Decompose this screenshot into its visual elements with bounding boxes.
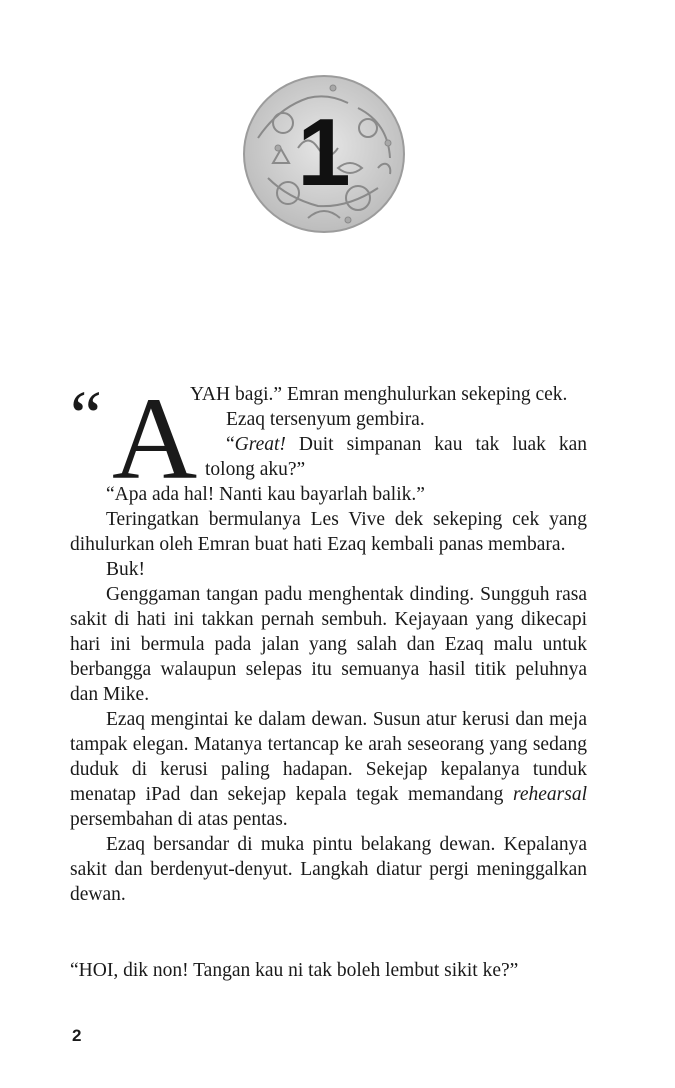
opening-line-1: YAH bagi.” Emran menghulurkan sekeping cek. bbox=[190, 384, 568, 405]
body-text bbox=[70, 457, 587, 907]
paragraph bbox=[70, 707, 587, 832]
opening-lines bbox=[190, 382, 587, 457]
paragraph: “HOI, dik non! Tangan kau ni tak boleh lembut sikit ke?” bbox=[70, 960, 519, 981]
paragraph: “Apa ada hal! Nanti kau bayarlah balik.” bbox=[106, 484, 425, 505]
drop-cap-letter: A bbox=[112, 373, 198, 504]
paragraph: Ezaq bersandar di muka pintu belakang dewan. Kepalanya sakit dan berdenyut-denyut. Langkah diatur pergi meninggalkan dewan. bbox=[70, 834, 587, 905]
paragraph-part: Ezaq mengintai ke dalam dewan. Susun atur kerusi dan meja tampak elegan. Matanya tertancap ke arah seseorang yang sedang duduk di kerusi paling hadapan. Sekejap kepalanya tunduk menatap iPad dan sekejap kepala tegak memandang bbox=[70, 709, 587, 805]
opening-line-2: Ezaq tersenyum gembira. bbox=[226, 409, 425, 430]
paragraph: Teringatkan bermulanya Les Vive dek sekeping cek yang dihulurkan oleh Emran buat hati Ezaq kembali panas membara. bbox=[70, 509, 587, 555]
emphasis-rehearsal: rehearsal bbox=[512, 784, 587, 805]
page-number: 2 bbox=[72, 1026, 82, 1045]
paragraph-part: persembahan di atas pentas. bbox=[70, 809, 288, 830]
emphasis-great: Great! bbox=[234, 434, 286, 455]
paragraph: Genggaman tangan padu menghentak dinding. Sungguh rasa sakit di hati ini takkan pernah sembuh. Kejayaan yang dikecapi hari ini bermula pada jalan yang salah dan Ezaq malu untuk berbangga walaupun selepas itu semuanya hasil titik peluhnya dan Mike. bbox=[70, 584, 587, 705]
opening-line-3: “Great! Duit simpanan kau tak luak kan bbox=[226, 434, 587, 455]
drop-cap-quote: “ bbox=[70, 376, 102, 456]
opening-line-3-rest: Duit simpanan kau tak luak kan bbox=[285, 434, 587, 455]
chapter-emblem bbox=[238, 68, 410, 238]
paragraph: Buk! bbox=[106, 559, 145, 580]
opening-line-4: tolong aku?” bbox=[205, 459, 306, 480]
chapter-number: 1 bbox=[297, 99, 351, 206]
section-text bbox=[70, 958, 587, 983]
